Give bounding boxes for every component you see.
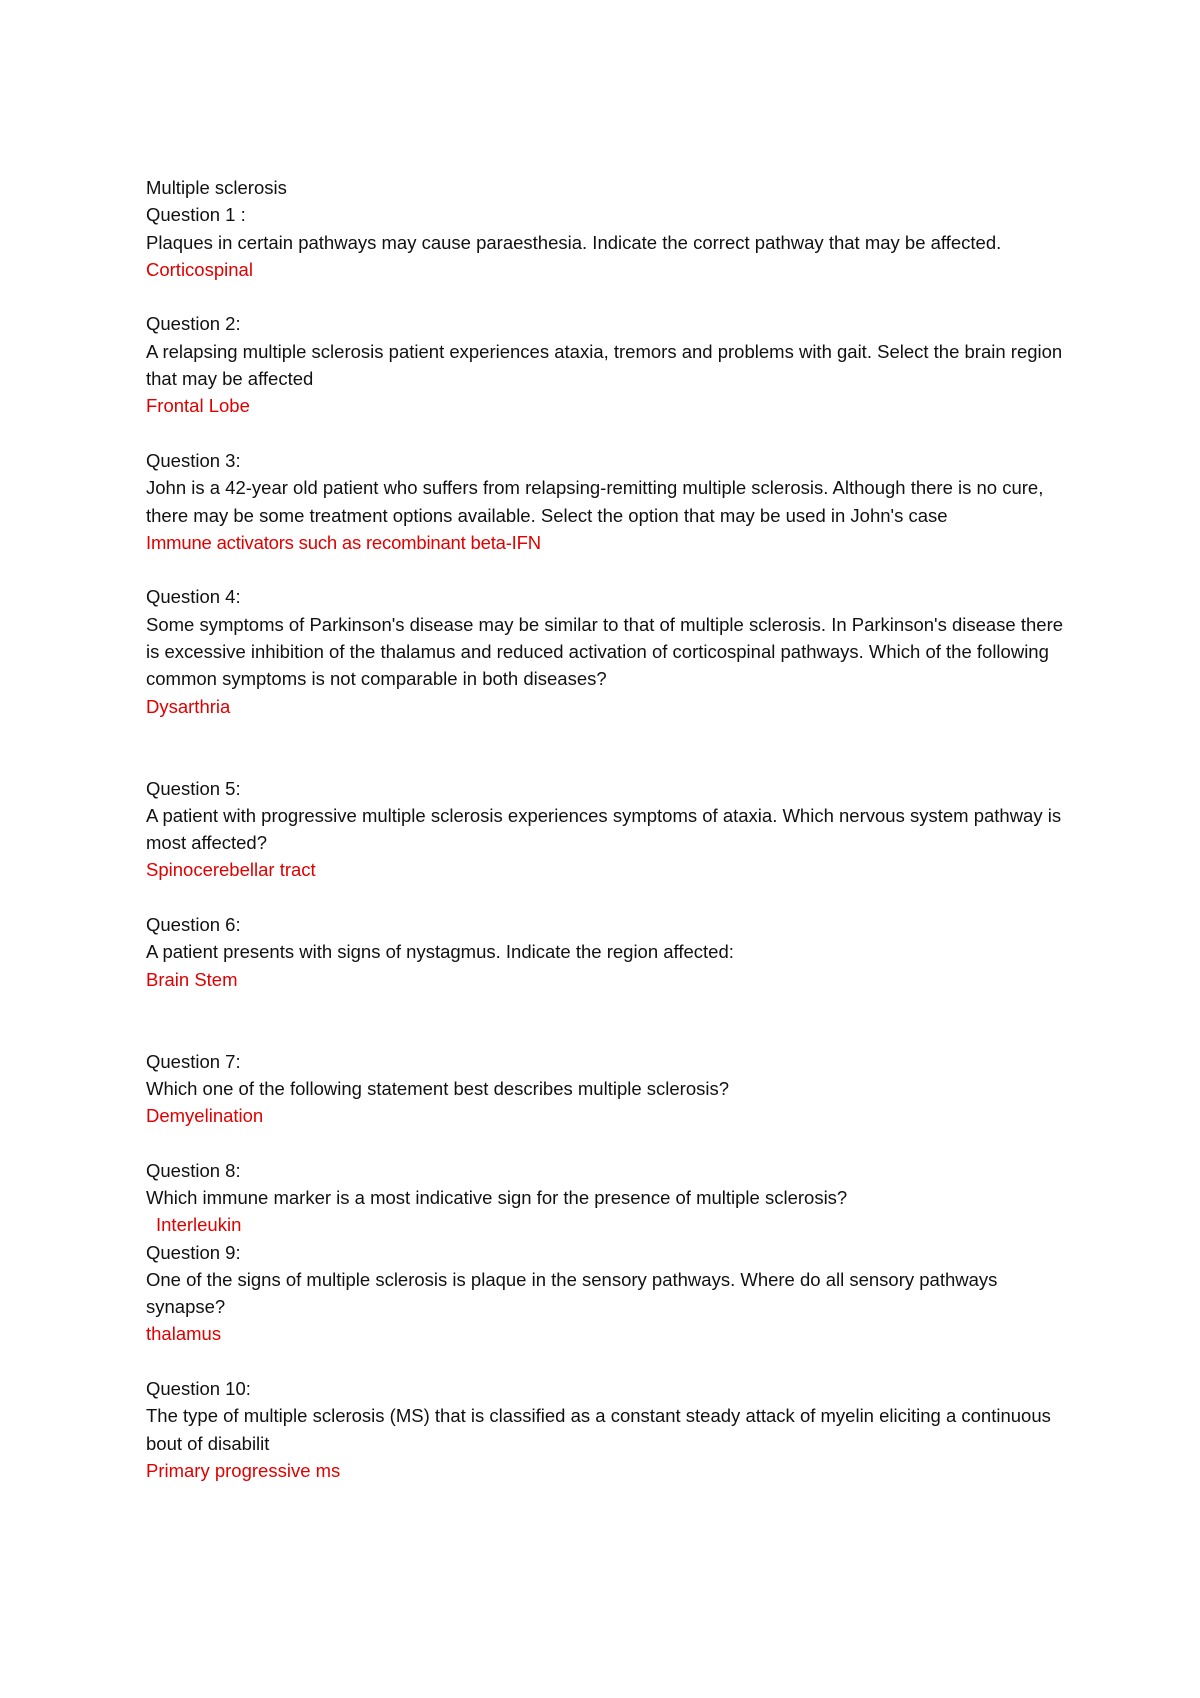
answer-text: thalamus [146, 1323, 222, 1345]
question-text: The type of multiple sclerosis (MS) that is classified as a constant steady attack of myelin eliciting a continuous bout of disabilit [146, 1405, 1051, 1454]
spacer [146, 720, 1076, 775]
answer-text: Brain Stem [146, 968, 238, 990]
question-text: A relapsing multiple sclerosis patient experiences ataxia, tremors and problems with gait. Select the brain region that may be affected [146, 340, 1063, 390]
question-text: One of the signs of multiple sclerosis is plaque in the sensory pathways. Where do all sensory pathways synapse? [146, 1268, 998, 1318]
question-label: Question 4: [146, 586, 241, 608]
question-label: Question 8: [146, 1159, 241, 1181]
answer-text: Corticospinal [146, 258, 253, 280]
question-text: Some symptoms of Parkinson's disease may be similar to that of multiple sclerosis. In Parkinson's disease there is excessive inhibition of the thalamus and reduced activation of corticospinal pathways. Which of the following common symptoms is not comparable in both diseases? [146, 613, 1064, 690]
answer-text: Spinocerebellar tract [146, 859, 316, 881]
question-label: Question 9: [146, 1241, 241, 1263]
question-text: A patient presents with signs of nystagmus. Indicate the region affected: [146, 941, 734, 963]
answer-text: Immune activators such as recombinant beta-IFN [146, 531, 541, 553]
question-label: Question 1 : [146, 204, 246, 226]
spacer [146, 993, 1076, 1048]
question-label: Question 5: [146, 777, 241, 799]
question-label: Question 7: [146, 1050, 241, 1072]
spacer [146, 420, 1076, 447]
question-label: Question 6: [146, 914, 241, 936]
answer-text: Primary progressive ms [146, 1459, 341, 1481]
spacer [146, 1129, 1076, 1156]
spacer [146, 556, 1076, 583]
spacer [146, 884, 1076, 911]
question-text: John is a 42-year old patient who suffers from relapsing-remitting multiple sclerosis. Although there is no cure, there may be some treatment options available. Select the option that may be used in John's case [146, 477, 1044, 526]
question-label: Question 3: [146, 449, 241, 471]
spacer [146, 1348, 1076, 1375]
document-content [146, 174, 1076, 1484]
answer-text: Frontal Lobe [146, 395, 250, 417]
answer-text: Demyelination [146, 1105, 264, 1127]
document-title: Multiple sclerosis [146, 177, 287, 198]
question-label: Question 2: [146, 313, 241, 335]
question-text: A patient with progressive multiple sclerosis experiences symptoms of ataxia. Which nervous system pathway is most affected? [146, 804, 1062, 854]
spacer [146, 283, 1076, 310]
answer-text: Interleukin [156, 1214, 242, 1236]
question-text: Plaques in certain pathways may cause paraesthesia. Indicate the correct pathway that may be affected. [146, 231, 1002, 253]
question-label: Question 10: [146, 1378, 251, 1400]
question-text: Which immune marker is a most indicative sign for the presence of multiple sclerosis? [146, 1186, 848, 1208]
question-text: Which one of the following statement best describes multiple sclerosis? [146, 1077, 730, 1099]
answer-text: Dysarthria [146, 695, 231, 717]
